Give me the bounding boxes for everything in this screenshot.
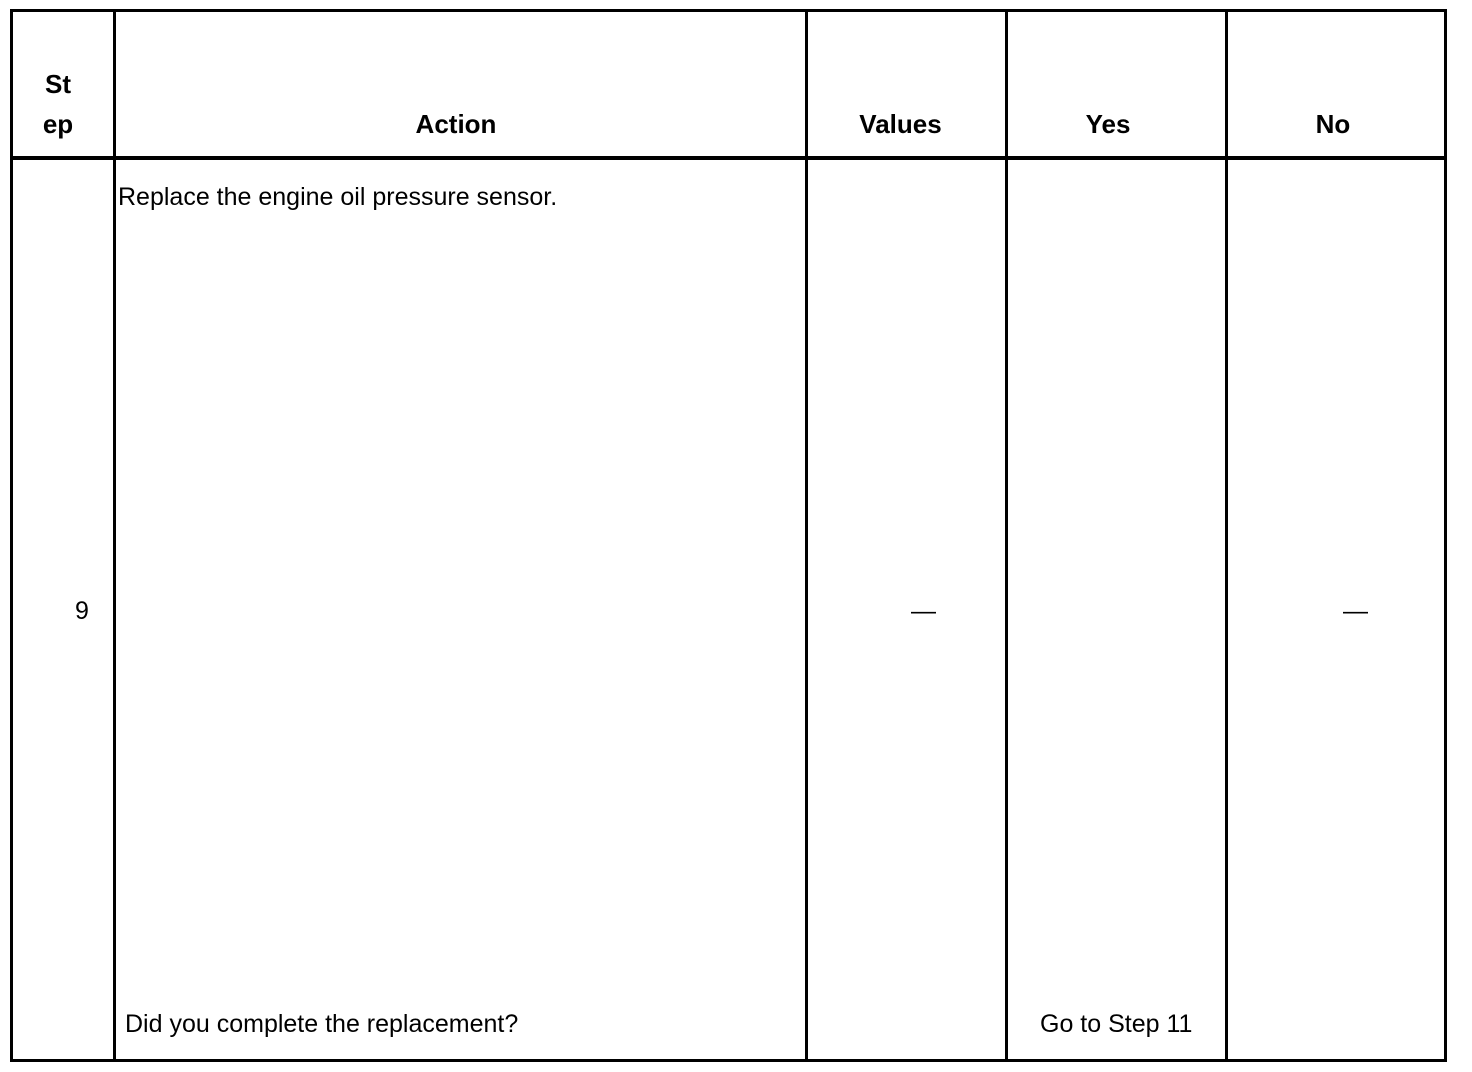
step-number: 9 <box>75 597 89 625</box>
column-divider <box>1005 12 1008 1059</box>
header-action: Action <box>415 109 497 139</box>
action-question: Did you complete the replacement? <box>125 1010 519 1038</box>
header-no: No <box>1315 109 1351 139</box>
yes-cell: Go to Step 11 <box>1040 1010 1193 1038</box>
values-cell: — <box>911 597 936 625</box>
column-divider <box>1225 12 1228 1059</box>
header-step-line2: ep <box>42 109 74 139</box>
column-divider <box>805 12 808 1059</box>
header-divider <box>13 156 1444 160</box>
procedure-table <box>10 9 1447 1062</box>
header-yes: Yes <box>1085 109 1131 139</box>
action-instruction: Replace the engine oil pressure sensor. <box>118 183 558 211</box>
header-step-line1: St <box>45 69 71 99</box>
column-divider <box>113 12 116 1059</box>
header-values: Values <box>859 109 942 139</box>
no-cell: — <box>1343 597 1368 625</box>
